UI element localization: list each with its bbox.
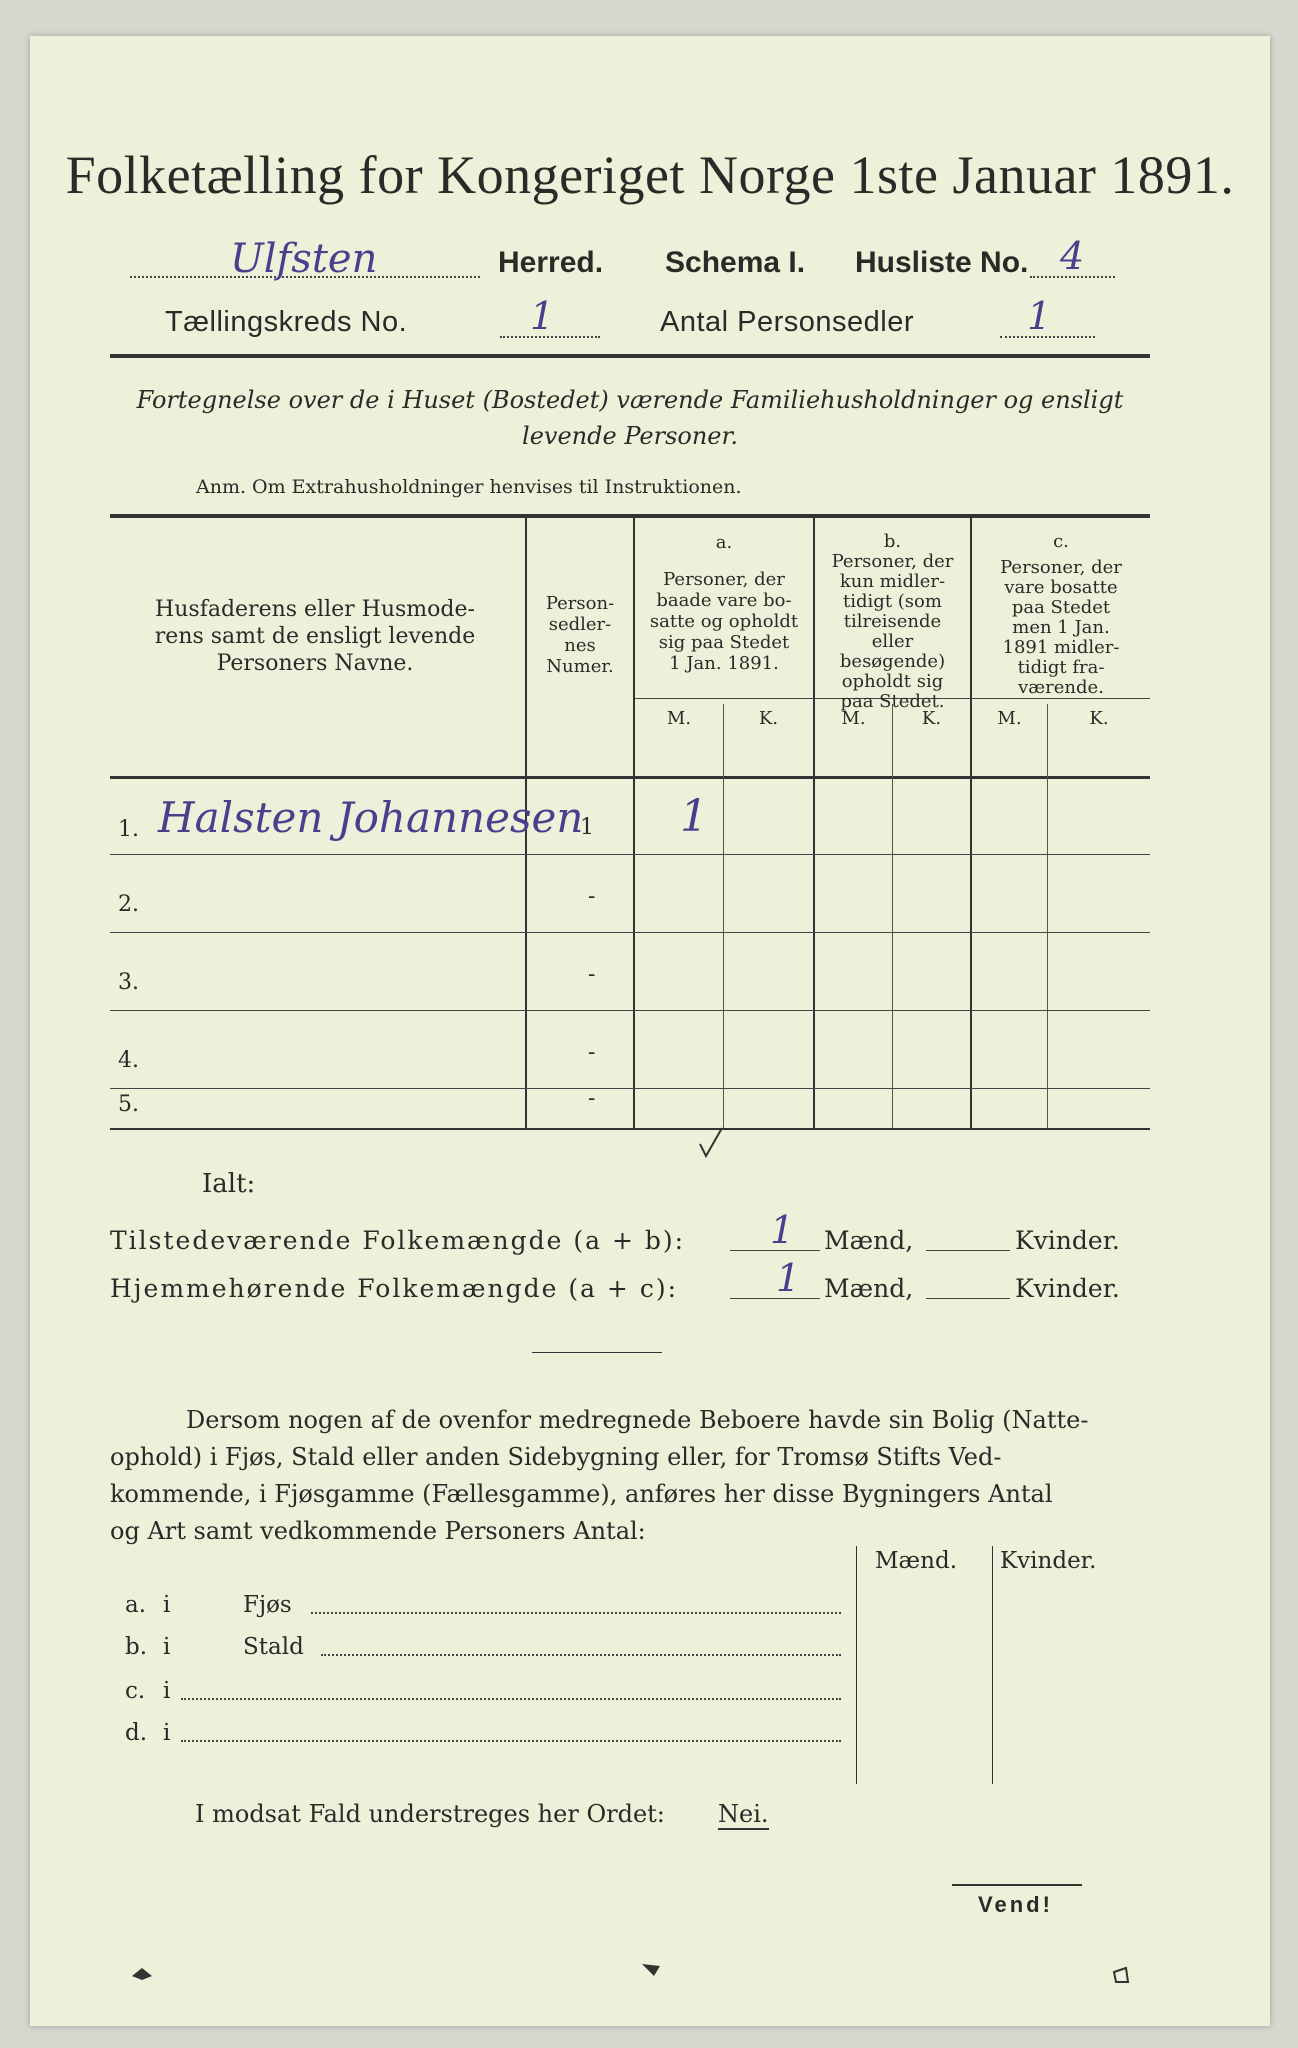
building-item: a. i Fjøs: [125, 1592, 845, 1622]
b-k-header: K.: [921, 708, 942, 729]
row-number: 1.: [118, 817, 139, 842]
personsedler-number: 1: [1027, 294, 1052, 338]
b-m-header: M.: [841, 708, 866, 729]
buildings-maend-header: Mænd.: [875, 1548, 958, 1574]
table-top-rule: [110, 514, 1150, 518]
building-item: b. i Stald: [125, 1634, 845, 1664]
row-rule-1: [110, 854, 1150, 855]
herred-name: Ulfsten: [230, 236, 378, 282]
col-header-a: a. Personer, der baade vare bo- satte og opholdt sig paa Stedet 1 Jan. 1891.: [649, 532, 799, 674]
husliste-number: 4: [1060, 234, 1085, 278]
row-number: 5.: [118, 1092, 139, 1117]
vend-text: Vend!: [978, 1892, 1053, 1917]
section-divider: [532, 1352, 662, 1353]
total-home-kvinder: Kvinder.: [1015, 1274, 1120, 1303]
total-home-k-line: [926, 1298, 1010, 1299]
total-present-m: 1: [770, 1208, 795, 1252]
personsedler-label: Antal Personsedler: [660, 306, 915, 338]
buildings-col-divider-1: [856, 1546, 857, 1784]
buildings-col-divider-2: [992, 1546, 993, 1784]
a-m-header: M.: [666, 708, 692, 729]
a-k-header: K.: [758, 708, 779, 729]
person-name: Halsten Johannesen: [158, 793, 584, 842]
nei-word: Nei.: [718, 1800, 769, 1828]
ialt-label: Ialt:: [202, 1169, 256, 1199]
header-rule: [110, 354, 1150, 358]
total-home-maend: Mænd,: [824, 1274, 914, 1303]
c-m-header: M.: [997, 708, 1022, 729]
row-rule-4: [110, 1088, 1150, 1089]
col-header-b: b. Personer, der kun midler- tidigt (som tilreisende eller besøgende) opholdt sig paa Stedet.: [831, 531, 954, 712]
row-rule-2: [110, 932, 1150, 933]
col-header-number: Person- sedler- nes Numer.: [545, 593, 615, 677]
building-item: d. i: [125, 1720, 845, 1750]
husliste-label: Husliste No.: [855, 246, 1029, 279]
table-row: [110, 1086, 1150, 1128]
row-rule-3: [110, 1010, 1150, 1011]
vend-rule: [952, 1884, 1082, 1886]
table-row: [110, 1012, 1150, 1087]
herred-line: [130, 236, 1180, 286]
building-label: Fjøs: [243, 1592, 292, 1618]
buildings-paragraph: Dersom nogen af de ovenfor medregnede Beboere havde sin Bolig (Natte- ophold) i Fjøs, Stald eller anden Sidebygning eller, for Tromsø Stifts Ved- kommende, i Fjøsgamme (Fællesgamme), anføres her disse Bygningers Antal og Art samt vedkommende Personers Antal:: [110, 1406, 1089, 1545]
col-header-names: Husfaderens eller Husmode- rens samt de ensligt levende Personers Navne.: [154, 597, 476, 676]
kreds-number: 1: [530, 294, 555, 338]
buildings-kvinder-header: Kvinder.: [1000, 1548, 1097, 1574]
total-home-label: Hjemmehørende Folkemængde (a + c):: [110, 1274, 678, 1303]
row-number: 4.: [118, 1048, 139, 1073]
total-present-kvinder: Kvinder.: [1015, 1226, 1120, 1255]
total-present-label: Tilstedeværende Folkemængde (a + b):: [110, 1226, 686, 1255]
total-present-maend: Mænd,: [824, 1226, 914, 1255]
table-bottom-rule: [110, 1128, 1150, 1130]
intro-line-1: Fortegnelse over de i Huset (Bostedet) værende Familiehusholdninger og ensligt: [136, 386, 1124, 414]
total-present-k-line: [926, 1250, 1010, 1251]
person-number: -: [588, 1040, 596, 1065]
kreds-label: Tællingskreds No.: [165, 306, 408, 338]
a-m-value: 1: [680, 791, 708, 842]
modsat-text: I modsat Fald understreges her Ordet:: [195, 1800, 665, 1828]
person-number: -: [588, 962, 596, 987]
row-number: 2.: [118, 892, 139, 917]
building-label: Stald: [243, 1634, 304, 1660]
total-home-m-line: [730, 1298, 820, 1299]
punch-mark-icon: [1110, 1966, 1132, 1986]
intro-note: Anm. Om Extrahusholdninger henvises til Instruktionen.: [196, 476, 742, 498]
person-number: 1: [580, 815, 594, 840]
c-k-header: K.: [1089, 708, 1109, 729]
punch-mark-icon: [130, 1966, 154, 1982]
table-row: [110, 856, 1150, 931]
table-row: [110, 934, 1150, 1009]
intro-line-2: levende Personer.: [522, 422, 738, 450]
col-header-c: c. Personer, der vare bosatte paa Stedet men 1 Jan. 1891 midler- tidigt fra- værende.: [1000, 531, 1122, 698]
person-number: -: [588, 884, 596, 909]
punch-mark-icon: [640, 1960, 664, 1978]
form-title: Folketælling for Kongeriget Norge 1ste Januar 1891.: [65, 145, 1235, 205]
person-number: -: [588, 1086, 596, 1111]
census-form-page: [30, 36, 1270, 2026]
building-item: c. i: [125, 1678, 845, 1708]
check-mark-icon: [696, 1126, 726, 1162]
kreds-line: [165, 294, 1165, 344]
schema-label: Schema I.: [665, 246, 806, 279]
total-home-m: 1: [776, 1256, 801, 1300]
herred-label: Herred.: [498, 246, 604, 279]
table-row: [110, 779, 1150, 854]
row-number: 3.: [118, 970, 139, 995]
